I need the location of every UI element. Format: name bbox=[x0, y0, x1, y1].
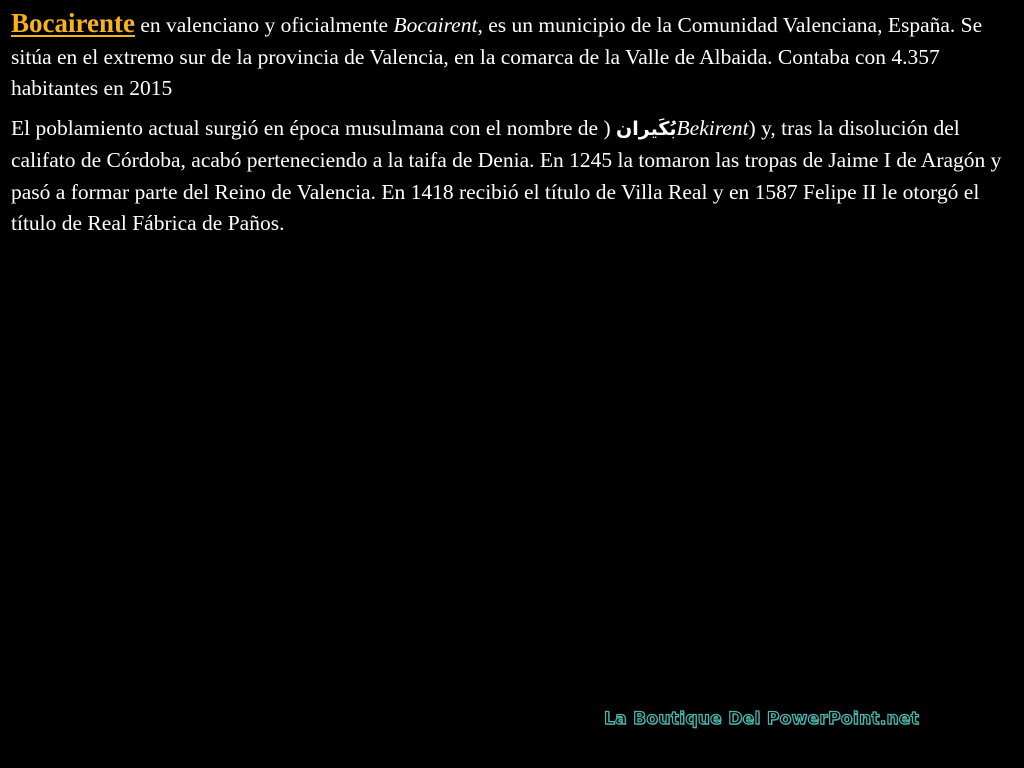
intro-text-2: , es un municipio de la Comunidad Valenciana, España. Se sitúa en el extremo sur de la provincia de Valencia, en la comarca de la Valle de Albaida. Contaba con 4.357 habitantes en 2015 bbox=[11, 13, 983, 100]
paragraph-intro bbox=[11, 8, 1013, 105]
slide-text-body bbox=[11, 8, 1013, 240]
intro-text-1: en valenciano y oficialmente bbox=[134, 13, 394, 37]
latin-name: Bekirent bbox=[676, 115, 749, 140]
paragraph-history bbox=[11, 113, 1013, 240]
history-text-1: El poblamiento actual surgió en época musulmana con el nombre de ) bbox=[11, 115, 617, 140]
history-text-2: ) y, tras la disolución del califato de Córdoba, acabó perteneciendo a la taifa de Denia. En 1245 la tomaron las tropas de Jaime I de Aragón y pasó a formar parte del Reino de Valencia. En 1418 recibió el título de Villa Real y en 1587 Felipe II le otorgó el título de Real Fábrica de Paños. bbox=[11, 115, 1002, 235]
title-link[interactable]: Bocairente bbox=[11, 8, 135, 38]
footer-brand-watermark: La Boutique Del PowerPoint.net bbox=[604, 709, 920, 729]
official-name: Bocairent bbox=[393, 13, 478, 37]
arabic-name: بُكَيران bbox=[616, 117, 677, 140]
